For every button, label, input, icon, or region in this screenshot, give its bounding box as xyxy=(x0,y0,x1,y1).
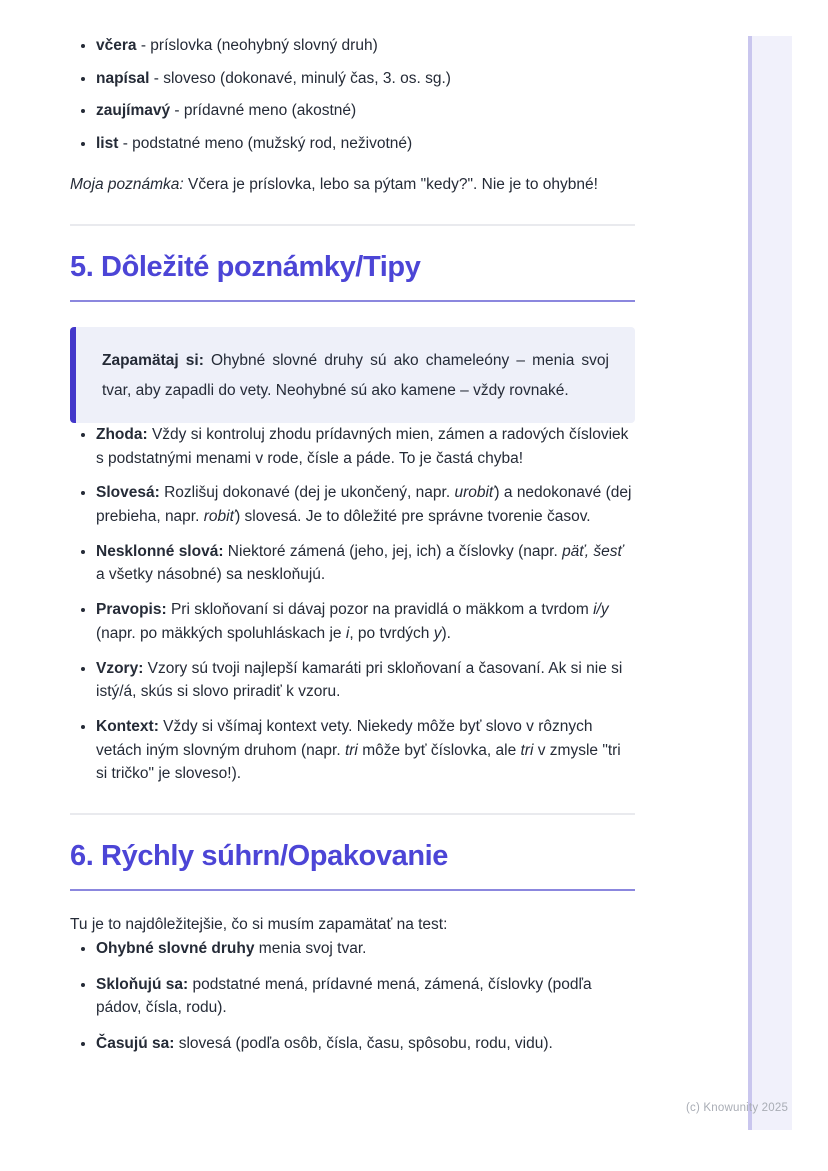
item-text: v zmysle "tri si tričko" je sloveso!). xyxy=(96,741,621,783)
item-text: ). xyxy=(441,624,451,642)
word-analysis-list xyxy=(70,34,635,156)
item-text: ) slovesá. Je to dôležité pre správne tvorenie časov. xyxy=(235,508,591,526)
item-text-italic: tri xyxy=(520,741,534,759)
item-text: - prídavné meno (akostné) xyxy=(170,102,357,120)
item-term: Kontext: xyxy=(96,717,159,735)
item-text: Vždy si všímaj kontext vety. Niekedy môže byť slovo v rôznych vetách iným slovným druhom (napr. xyxy=(96,717,593,759)
item-term: zaujímavý xyxy=(96,102,171,120)
item-term: napísal xyxy=(96,69,150,87)
item-term: včera xyxy=(96,37,137,54)
list-item xyxy=(96,540,635,587)
tips-list xyxy=(70,423,635,786)
item-text: - sloveso (dokonavé, minulý čas, 3. os. sg.) xyxy=(149,69,451,87)
list-item xyxy=(96,973,635,1020)
remember-callout xyxy=(70,327,635,423)
item-term: Nesklonné slová: xyxy=(96,542,224,560)
summary-list xyxy=(70,937,635,1056)
item-text: menia svoj tvar. xyxy=(254,939,367,957)
section5-title: 5. Dôležité poznámky/Tipy xyxy=(70,251,635,302)
callout-label: Zapamätaj si: xyxy=(102,351,204,369)
list-item xyxy=(96,1032,635,1056)
item-term: Skloňujú sa: xyxy=(96,975,189,993)
item-text-italic: i/y xyxy=(593,601,609,619)
section-divider xyxy=(70,224,635,226)
item-text: ) a nedokonavé (dej prebieha, napr. xyxy=(96,484,632,526)
section6-title: 6. Rýchly súhrn/Opakovanie xyxy=(70,840,635,891)
list-item xyxy=(96,598,635,645)
section-divider xyxy=(70,813,635,815)
item-term: Časujú sa: xyxy=(96,1034,175,1052)
item-text: slovesá (podľa osôb, čísla, času, spôsobu, rodu, vidu). xyxy=(174,1034,553,1052)
item-text: Vzory sú tvoji najlepší kamaráti pri skloňovaní a časovaní. Ak si nie si istý/á, skús si slovo priradiť k vzoru. xyxy=(96,659,623,701)
personal-note xyxy=(70,173,635,197)
document-content xyxy=(70,34,635,1056)
item-text-italic: päť, šesť xyxy=(562,542,624,560)
list-item xyxy=(96,34,635,58)
list-item xyxy=(96,99,635,123)
item-text: , po tvrdých xyxy=(349,624,434,642)
item-text-italic: urobiť xyxy=(454,484,495,502)
item-text: Vždy si kontroluj zhodu prídavných mien, zámen a radových čísloviek s podstatnými menami v rode, čísle a páde. To je častá chyba! xyxy=(96,425,629,467)
callout-text: Ohybné slovné druhy sú ako chameleóny – menia svoj tvar, aby zapadli do vety. Neohybné sú ako kamene – vždy rovnaké. xyxy=(102,351,609,399)
item-term: Pravopis: xyxy=(96,601,167,619)
item-text: - príslovka (neohybný slovný druh) xyxy=(136,37,378,54)
item-text: a všetky násobné) sa neskloňujú. xyxy=(96,566,326,584)
list-item xyxy=(96,937,635,961)
item-text: Niektoré zámená (jeho, jej, ich) a číslovky (napr. xyxy=(223,542,563,560)
item-term: Zhoda: xyxy=(96,425,148,443)
item-text-italic: i xyxy=(345,624,350,642)
item-text: Rozlišuj dokonavé (dej je ukončený, napr. xyxy=(159,484,455,502)
item-text-italic: tri xyxy=(344,741,358,759)
item-text: (napr. po mäkkých spoluhláskach je xyxy=(96,624,346,642)
item-text: môže byť číslovka, ale xyxy=(357,741,521,759)
next-page-preview-edge[interactable] xyxy=(748,36,792,1130)
item-text: - podstatné meno (mužský rod, neživotné) xyxy=(118,135,413,153)
copyright-watermark: (c) Knowunity 2025 xyxy=(686,1102,789,1114)
list-item xyxy=(96,657,635,704)
item-term: Vzory: xyxy=(96,659,144,677)
item-text-italic: y xyxy=(433,624,442,642)
item-text-italic: robiť xyxy=(203,508,236,526)
note-text: Včera je príslovka, lebo sa pýtam "kedy?". Nie je to ohybné! xyxy=(183,175,598,193)
list-item xyxy=(96,132,635,156)
item-term: list xyxy=(96,135,119,153)
item-text: Pri skloňovaní si dávaj pozor na pravidlá o mäkkom a tvrdom xyxy=(166,601,594,619)
item-term: Ohybné slovné druhy xyxy=(96,939,255,957)
note-label: Moja poznámka: xyxy=(70,175,184,193)
summary-intro: Tu je to najdôležitejšie, čo si musím zapamätať na test: xyxy=(70,916,448,934)
list-item xyxy=(96,67,635,91)
item-text: podstatné mená, prídavné mená, zámená, číslovky (podľa pádov, čísla, rodu). xyxy=(96,975,592,1017)
list-item xyxy=(96,715,635,786)
item-term: Slovesá: xyxy=(96,484,160,502)
list-item xyxy=(96,423,635,470)
list-item xyxy=(96,481,635,528)
